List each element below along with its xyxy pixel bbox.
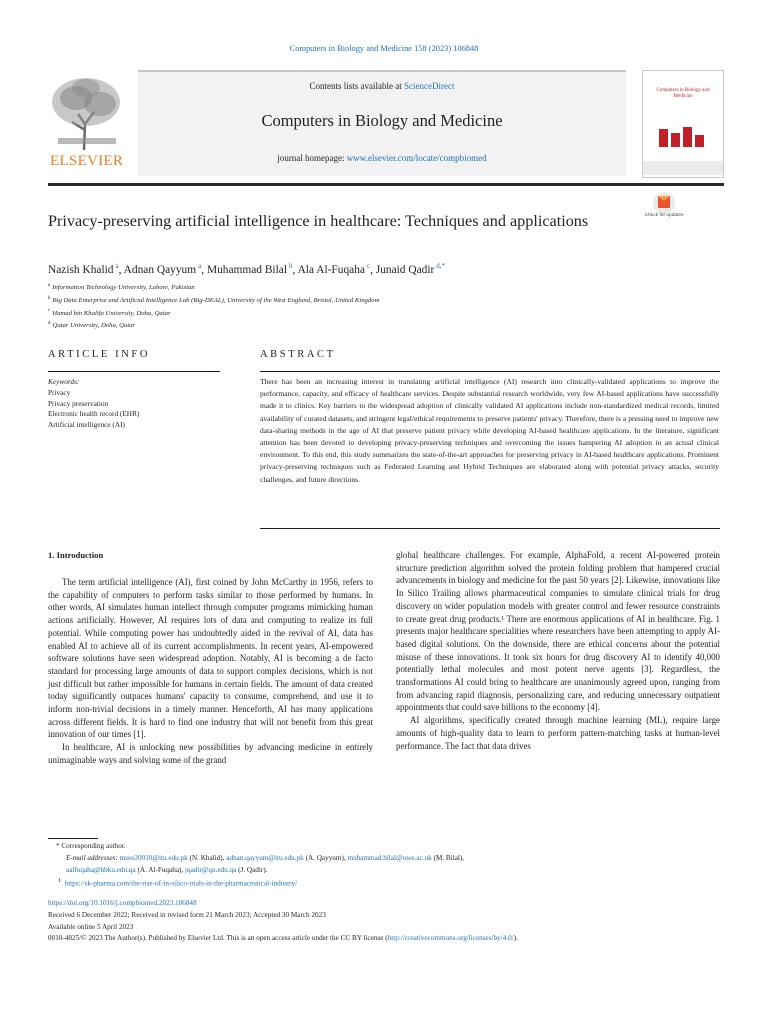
email-link[interactable]: msee20010@itu.edu.pk <box>119 853 188 862</box>
keyword-item: Privacy preservation <box>48 398 109 408</box>
affiliation-item <box>48 306 728 319</box>
article-info-divider <box>48 371 220 372</box>
keyword-item: Privacy <box>48 387 71 397</box>
author-affiliation-mark[interactable]: c <box>366 262 371 270</box>
journal-cover[interactable] <box>642 70 724 178</box>
abstract-text: There has been an increasing interest in translating artificial intelligence (AI) research into clinically-validated applications to improve the performance, capacity, and efficacy of healthcare services. Despite substantial research worldwide, very few AI-based applications have successfully made it to clinics. Key barriers to the widespread adoption of clinically validated AI applications include non-standardized medical records, limited availability of curated datasets, and stringent legal/ethical requirements to preserve patients' privacy. Therefore, there is a pressing need to improve new data-sharing methods in the age of AI that preserve patient privacy while developing AI-based healthcare applications. In the literature, significant attention has been devoted to developing privacy-preserving techniques and overcoming the issues hampering AI adoption in an actual clinical environment. To this end, this study summarizes the state-of-the-art approaches for preserving privacy in AI-based healthcare applications. Prominent privacy-preserving techniques such as Federated Learning and Hybrid Techniques are elaborated along with potential privacy attacks, security challenges, and future directions. <box>260 377 719 484</box>
paper-title: Privacy-preserving artificial intelligence in healthcare: Techniques and applications <box>48 212 589 230</box>
footnotes <box>48 841 728 891</box>
received-dates: Received 6 December 2022; Received in revised form 21 March 2023; Accepted 30 March 2023 <box>48 910 326 919</box>
publisher-name: ELSEVIER <box>50 153 124 169</box>
corresponding-author-note: * Corresponding author. <box>56 842 126 850</box>
author-affiliation-mark[interactable]: a <box>198 262 202 270</box>
paragraph: In healthcare, AI is unlocking new possibilities by advancing medicine in entirely unimaginable ways and solving some of the grand <box>48 742 373 765</box>
journal-header <box>48 70 724 180</box>
license-suffix: ). <box>513 934 518 943</box>
homepage-link[interactable]: www.elsevier.com/locate/compbiomed <box>346 153 487 163</box>
cover-title: Computers in Biology and Medicine <box>656 88 710 99</box>
cover-footer <box>643 161 723 175</box>
homepage-prefix: journal homepage: <box>277 153 347 163</box>
license-link[interactable]: http://creativecommons.org/licenses/by/4.0/ <box>387 934 514 943</box>
doi-link[interactable]: https://doi.org/10.1016/j.compbiomed.2023.106848 <box>48 899 197 907</box>
tree-icon <box>48 74 126 152</box>
email-owner: (A. Qayyum), <box>303 853 348 862</box>
affiliation-item <box>48 294 728 307</box>
check-for-updates-badge[interactable] <box>644 190 684 230</box>
available-online: Available online 5 April 2023 <box>48 922 134 931</box>
affiliations <box>48 281 728 332</box>
section-heading-introduction: 1. Introduction <box>48 550 104 560</box>
email-link[interactable]: jqadir@qu.edu.qa <box>185 865 237 874</box>
email-link[interactable]: muhammad.bilal@uwe.ac.uk <box>347 853 432 862</box>
affiliation-text: Qatar University, Doha, Qatar <box>52 322 136 330</box>
affiliation-mark: b <box>48 295 51 301</box>
journal-title: Computers in Biology and Medicine <box>261 111 503 130</box>
keywords-block <box>48 377 228 431</box>
footnote-divider <box>48 838 98 839</box>
email-owner: (N. Khalid), <box>187 853 227 862</box>
abstract-divider <box>260 371 720 372</box>
author-list: Nazish Khalid $^a$, Adnan Qayyum $^a$, Muhammad Bilal $^b$, Ala Al-Fuqaha $^c$, Junaid Qadir $^{d,*}$ <box>48 262 446 276</box>
article-info-heading: ARTICLE INFO <box>48 349 151 360</box>
publication-info <box>48 898 728 945</box>
footnote-1 <box>48 876 728 890</box>
author-name[interactable]: Muhammad Bilal <box>206 263 287 276</box>
body-column-right <box>396 549 720 752</box>
email-owner: (A. Al-Fuqaha), <box>135 865 185 874</box>
contents-line <box>138 81 626 91</box>
license-text: 0010-4825/© 2023 The Author(s). Published by Elsevier Ltd. This is an open access article under the CC BY license ( <box>48 934 388 943</box>
author-name[interactable]: Junaid Qadir <box>375 263 435 276</box>
contents-prefix: Contents lists available at <box>309 81 404 91</box>
keyword-item: Artificial intelligence (AI) <box>48 420 125 430</box>
elsevier-logo <box>48 74 126 170</box>
affiliation-item <box>48 319 728 332</box>
paragraph: The term artificial intelligence (AI), first coined by John McCarthy in 1956, refers to the capability of computers to perform tasks similar to those performed by humans. In other words, AI simulates human intellect through computer programs mimicking human actions artificially. However, AI requires lots of data and computing to realize its full potential. While computing power has undoubtedly aided in the revival of AI, data has enabled AI to achieve all of its current accomplishments. In recent years, AI-empowered software solutions have seen widespread adoption. Notably, AI is becoming a de facto standard for processing large amounts of data to support complex decisions, which is not just difficult but rather impossible for humans in certain fields. The amount of data created today significantly outpaces humans' capacity to consume, comprehend, and use it to inform non-trivial decisions in a timely manner. Henceforth, AI has many applications across different fields. It is hard to find one industry that will not benefit from this great innovation of our times [1]. <box>48 577 373 740</box>
affiliation-mark: d <box>48 321 51 327</box>
affiliation-text: Hamad bin Khalifa University, Doha, Qatar <box>52 309 171 317</box>
affiliation-mark: c <box>48 308 51 314</box>
check-updates-label: Check for updates <box>644 213 684 218</box>
body-column-left <box>48 576 373 767</box>
footnote-mark: 1 <box>58 878 61 885</box>
abstract-bottom-divider <box>260 528 720 529</box>
paragraph: AI algorithms, specifically created through machine learning (ML), require large amounts of high-quality data to learn to perform pattern-matching tasks at human-level performance. The fact that data drives <box>396 715 720 751</box>
journal-reference[interactable]: Computers in Biology and Medicine 158 (2023) 106848 <box>289 44 479 53</box>
author-name[interactable]: Nazish Khalid <box>48 263 114 276</box>
affiliation-item <box>48 281 728 294</box>
email-link[interactable]: adnan.qayyum@itu.edu.pk <box>226 853 304 862</box>
footnote-link[interactable]: https://sk-pharma.com/the-rise-of-in-silico-trials-in-the-pharmaceutical-industry/ <box>64 879 298 888</box>
email-owner: (M. Bilal), <box>431 853 465 862</box>
header-divider <box>48 183 724 186</box>
author-affiliation-mark[interactable]: b <box>288 262 293 270</box>
affiliation-text: Big Data Enterprise and Artificial Intelligence Lab (Big-DEAL), University of the West England, Bristol, United Kingdom <box>52 296 380 304</box>
keyword-item: Electronic health record (EHR) <box>48 409 140 419</box>
author-name[interactable]: Adnan Qayyum <box>123 263 197 276</box>
abstract-heading: ABSTRACT <box>260 349 336 360</box>
author-affiliation-mark[interactable]: a <box>115 262 119 270</box>
sciencedirect-link[interactable]: ScienceDirect <box>404 81 455 91</box>
cover-graphic-icon <box>657 125 709 149</box>
author-name[interactable]: Ala Al-Fuqaha <box>297 263 365 276</box>
homepage-line <box>138 153 626 163</box>
keywords-label: Keywords: <box>48 377 80 386</box>
check-updates-icon <box>644 190 684 230</box>
affiliation-mark: a <box>48 283 51 288</box>
email-link[interactable]: aalfuqaha@hbku.edu.qa <box>66 865 136 874</box>
email-addresses <box>48 853 728 877</box>
license-line <box>48 933 728 945</box>
email-label: E-mail addresses: <box>66 853 118 862</box>
paragraph: global healthcare challenges. For example, AlphaFold, a recent AI-powered protein structure prediction algorithm solved the protein folding problem that hampered crucial advancements in biology and medicine for the past 50 years [2]. Likewise, innovations like In Silico Trailing allows pharmaceutical companies to simulate clinical trials for drug discovery on wider population models with greater control and fewer resource constraints to create great drug products.¹ There are enormous applications of AI in healthcare. Fig. 1 presents major healthcare specialities where researchers have been attempting to apply AI-based digital solutions. On the downside, there are ethical concerns about the potential misuse of these innovations. It took six hours for drug discovery AI to identify 40,000 potentially lethal molecules and most potent nerve agents [3]. Regardless, the transformations AI could bring to healthcare are unanimously agreed upon, ranging from from advancing rapid diagnosis, personalizing care, and reducing unnecessary outpatient appointments that could save billions to the economy [4]. <box>396 550 720 713</box>
email-owner: (J. Qadir). <box>236 865 268 874</box>
author-affiliation-mark[interactable]: d,* <box>436 262 446 270</box>
journal-banner <box>138 70 626 176</box>
affiliation-text: Information Technology University, Lahore, Pakistan <box>52 284 195 292</box>
